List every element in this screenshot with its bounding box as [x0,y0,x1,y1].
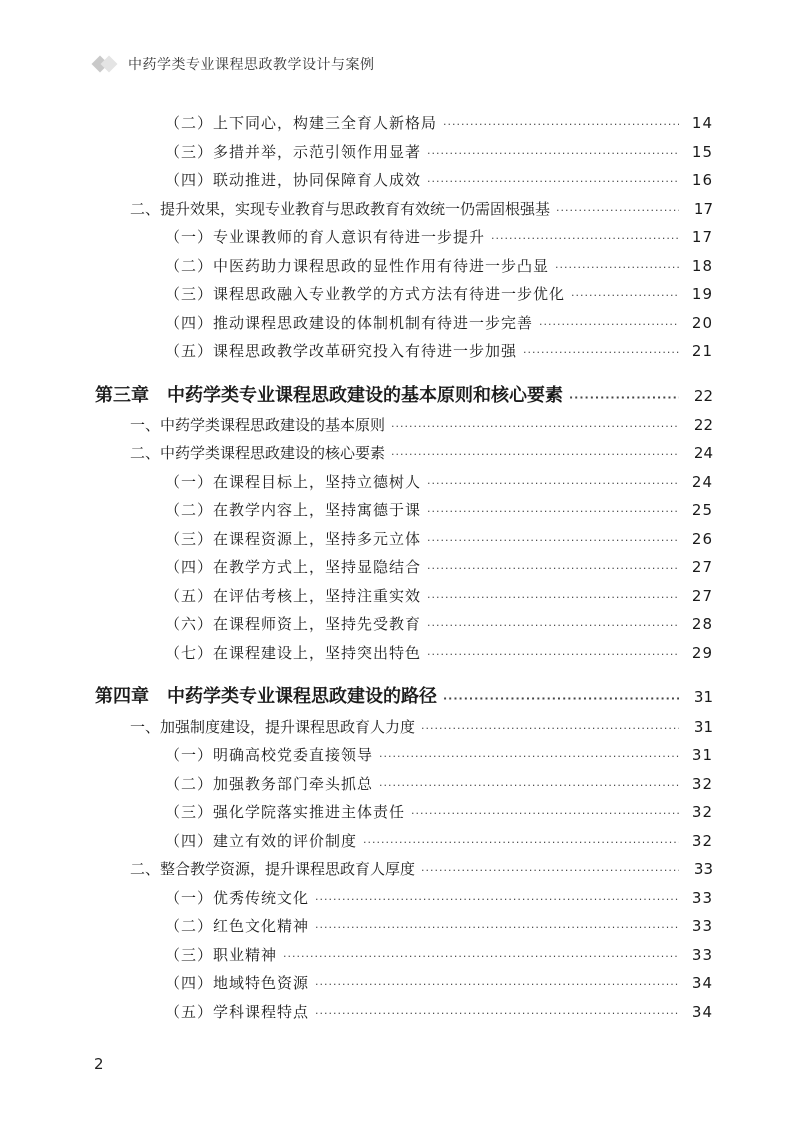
toc-entry-sub[interactable] [165,140,713,164]
toc-entry-chapter[interactable] [95,384,713,408]
toc-page-number: 32 [691,803,713,821]
toc-entry-title: 一、加强制度建设，提升课程思政育人力度 [130,718,416,736]
dot-leader [379,745,679,769]
toc-page-number: 32 [691,832,713,850]
dot-leader [427,529,679,553]
toc-entry-sub[interactable] [165,743,713,767]
toc-entry-sub[interactable] [165,498,713,522]
toc-entry-title: （五）课程思政教学改革研究投入有待进一步加强 [165,342,518,360]
dot-leader [427,472,679,496]
toc-page-number: 14 [691,114,713,132]
toc-page-number: 28 [691,615,713,633]
dot-leader [421,717,679,741]
toc-page-number: 33 [691,889,713,907]
toc-entry-chapter[interactable] [95,685,713,709]
dot-leader [411,802,679,826]
toc-entry-title: 第四章 中药学类专业课程思政建设的路径 [95,686,437,707]
toc-entry-sub[interactable] [165,254,713,278]
toc-entry-sub[interactable] [165,800,713,824]
toc-page-number: 33 [693,860,713,878]
toc-entry-sub[interactable] [165,339,713,363]
dot-leader [379,774,679,798]
toc-entry-sub[interactable] [165,943,713,967]
dot-leader [571,284,679,308]
dot-leader [315,888,679,912]
toc-entry-sub[interactable] [165,886,713,910]
toc-entry-title: （三）课程思政融入专业教学的方式方法有待进一步优化 [165,285,566,303]
toc-page-number: 34 [691,974,713,992]
dot-leader [283,945,679,969]
toc-entry-title: （三）职业精神 [165,946,278,964]
toc-page-number: 21 [691,342,713,360]
toc-entry-sub[interactable] [165,555,713,579]
dot-leader [427,170,679,194]
toc-page-number: 24 [693,444,713,462]
toc-entry-sub[interactable] [165,470,713,494]
toc-entry-title: （一）明确高校党委直接领导 [165,746,374,764]
dot-leader [443,687,679,711]
dot-leader [539,313,679,337]
toc-entry-title: （四）在教学方式上，坚持显隐结合 [165,558,422,576]
dot-leader [315,1002,679,1026]
toc-entry-sub[interactable] [165,1000,713,1024]
toc-page-number: 24 [691,473,713,491]
toc-entry-sub[interactable] [165,527,713,551]
toc-page-number: 25 [691,501,713,519]
toc-entry-title: 第三章 中药学类专业课程思政建设的基本原则和核心要素 [95,385,563,406]
dot-leader [569,386,679,410]
toc-page-number: 33 [691,917,713,935]
toc-page-number: 32 [691,775,713,793]
toc-entry-sub[interactable] [165,829,713,853]
toc-page-number: 22 [693,416,713,434]
toc-entry-sub[interactable] [165,311,713,335]
dot-leader [556,199,679,223]
toc-page-number: 27 [691,558,713,576]
dot-leader [491,227,679,251]
toc-page-number: 17 [693,200,713,218]
toc-entry-sub[interactable] [165,584,713,608]
toc-page-number: 15 [691,143,713,161]
toc-entry-section[interactable] [130,857,713,881]
dot-leader [315,973,679,997]
toc-entry-section[interactable] [130,413,713,437]
toc-entry-title: （三）在课程资源上，坚持多元立体 [165,530,422,548]
toc-page-number: 26 [691,530,713,548]
toc-entry-title: 一、中药学类课程思政建设的基本原则 [130,416,386,434]
toc-entry-title: 二、中药学类课程思政建设的核心要素 [130,444,386,462]
dot-leader [391,443,679,467]
toc-entry-title: （五）在评估考核上，坚持注重实效 [165,587,422,605]
dot-leader [523,341,679,365]
toc-entry-sub[interactable] [165,914,713,938]
toc-entry-title: （一）优秀传统文化 [165,889,310,907]
toc-entry-title: （三）多措并举，示范引领作用显著 [165,143,422,161]
toc-entry-title: 二、整合教学资源，提升课程思政育人厚度 [130,860,416,878]
toc-entry-sub[interactable] [165,641,713,665]
toc-page-number: 16 [691,171,713,189]
toc-page-number: 18 [691,257,713,275]
page-number: 2 [94,1055,104,1073]
dot-leader [427,142,679,166]
toc-page-number: 31 [693,718,713,736]
toc-entry-sub[interactable] [165,111,713,135]
toc-entry-sub[interactable] [165,612,713,636]
toc-entry-title: 二、提升效果，实现专业教育与思政教育有效统一仍需固根强基 [130,200,551,218]
toc-page-number: 17 [691,228,713,246]
toc-page-number: 27 [691,587,713,605]
toc-entry-title: （二）上下同心，构建三全育人新格局 [165,114,438,132]
toc-entry-title: （二）红色文化精神 [165,917,310,935]
toc-entry-title: （一）专业课教师的育人意识有待进一步提升 [165,228,486,246]
toc-entry-title: （四）推动课程思政建设的体制机制有待进一步完善 [165,314,534,332]
toc-entry-sub[interactable] [165,282,713,306]
toc-entry-title: （七）在课程建设上，坚持突出特色 [165,644,422,662]
dot-leader [391,415,679,439]
toc-entry-sub[interactable] [165,225,713,249]
toc-entry-title: （六）在课程师资上，坚持先受教育 [165,615,422,633]
toc-page-number: 19 [691,285,713,303]
toc-entry-title: （三）强化学院落实推进主体责任 [165,803,406,821]
dot-leader [443,113,679,137]
toc-page-number: 34 [691,1003,713,1021]
dot-leader [427,500,679,524]
toc-entry-title: （四）联动推进，协同保障育人成效 [165,171,422,189]
toc-page-number: 31 [691,746,713,764]
dot-leader [427,557,679,581]
toc-entry-title: （四）地域特色资源 [165,974,310,992]
toc-entry-title: （一）在课程目标上，坚持立德树人 [165,473,422,491]
toc-page-number: 31 [693,688,713,706]
toc-entry-title: （五）学科课程特点 [165,1003,310,1021]
toc-entry-title: （四）建立有效的评价制度 [165,832,358,850]
toc-entry-title: （二）中医药助力课程思政的显性作用有待进一步凸显 [165,257,550,275]
toc-page-number: 20 [691,314,713,332]
toc-entry-section[interactable] [130,197,713,221]
dot-leader [315,916,679,940]
toc-entry-sub[interactable] [165,168,713,192]
toc-page-number: 22 [693,387,713,405]
toc-entry-section[interactable] [130,715,713,739]
toc-page-number: 29 [691,644,713,662]
dot-leader [363,831,679,855]
toc-entry-title: （二）在教学内容上，坚持寓德于课 [165,501,422,519]
dot-leader [427,643,679,667]
toc-entry-section[interactable] [130,441,713,465]
toc-entry-sub[interactable] [165,971,713,995]
dot-leader [421,859,679,883]
dot-leader [427,586,679,610]
toc-entry-sub[interactable] [165,772,713,796]
dot-leader [555,256,679,280]
book-title: 中药学类专业课程思政教学设计与案例 [128,57,375,73]
dot-leader [427,614,679,638]
toc-entry-title: （二）加强教务部门牵头抓总 [165,775,374,793]
toc-page-number: 33 [691,946,713,964]
